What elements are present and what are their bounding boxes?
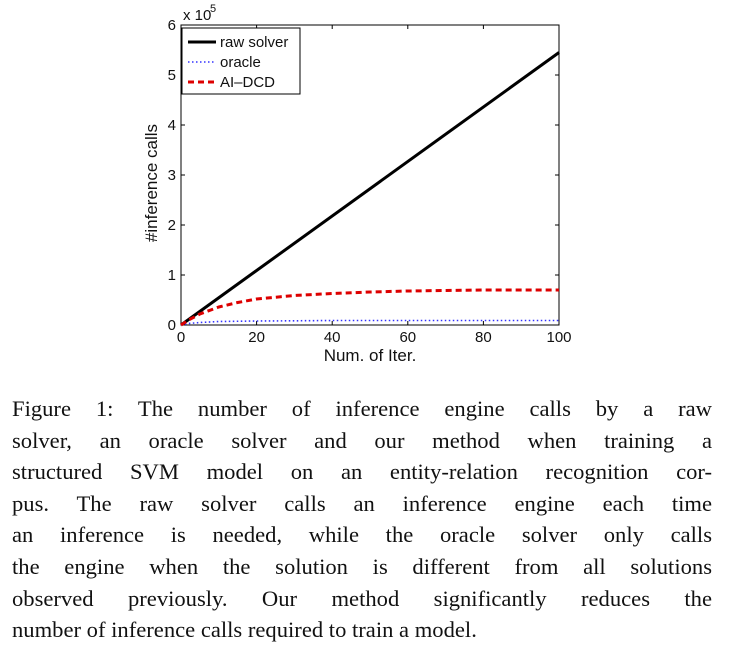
y-tick-label: 2 [167, 217, 176, 234]
x-tick-label: 60 [399, 329, 417, 346]
y-tick-label: 4 [167, 117, 176, 134]
caption-line: number of inference calls required to train a model. [12, 617, 477, 643]
caption-line: solver, an oracle solver and our method when training a [12, 427, 712, 453]
caption-line: pus. The raw solver calls an inference engine each time [12, 490, 712, 516]
legend-label: raw solver [220, 34, 289, 51]
x-tick-label: 100 [546, 329, 572, 346]
y-tick-label: 3 [167, 167, 176, 184]
x-tick-label: 80 [475, 329, 492, 346]
y-tick-label: 5 [167, 67, 176, 84]
x-axis-label: Num. of Iter. [323, 346, 417, 365]
x-tick-label: 0 [176, 329, 186, 346]
series-line-1 [181, 321, 559, 326]
legend-label: oracle [220, 54, 261, 71]
x-tick-label: 40 [323, 329, 341, 346]
figure-caption [12, 393, 712, 646]
y-tick-label: 6 [167, 17, 176, 34]
y-multiplier-exponent: 5 [210, 3, 217, 15]
caption-line: Figure 1: The number of inference engine calls by a raw [12, 396, 712, 421]
y-axis-label: #inference calls [142, 123, 161, 243]
y-tick-label: 1 [167, 267, 176, 284]
legend-label: AI–DCD [220, 74, 276, 91]
caption-line: observed previously. Our method significantly reduces the [12, 585, 712, 611]
x-tick-label: 20 [248, 329, 265, 346]
caption-line: structured SVM model on an entity-relation recognition cor- [12, 459, 712, 485]
y-multiplier: x 10 [183, 7, 212, 24]
y-tick-label: 0 [167, 317, 176, 334]
caption-line: the engine when the solution is different from all solutions [12, 553, 712, 579]
caption-line: an inference is needed, while the oracle solver only calls [12, 522, 712, 548]
